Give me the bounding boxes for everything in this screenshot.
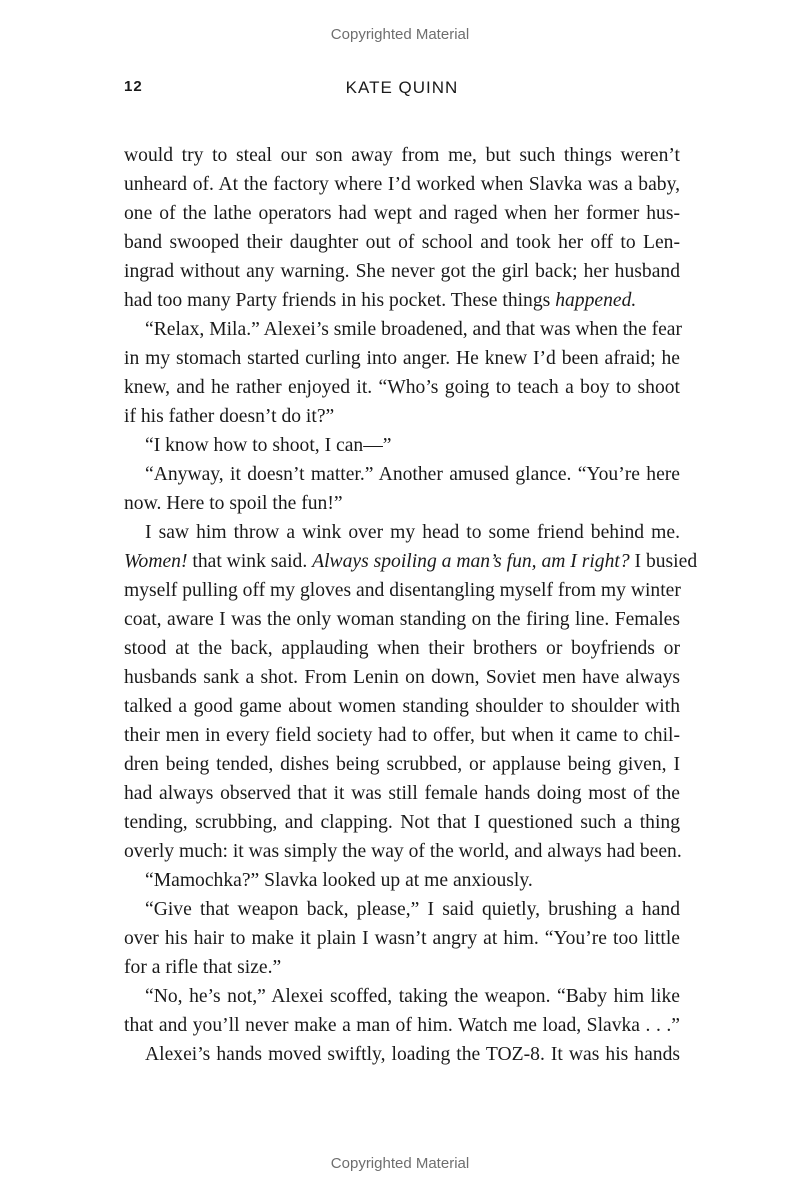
text-line: in my stomach started curling into anger. He knew I’d been afraid; he [124, 348, 680, 369]
paragraph [124, 982, 680, 1040]
text-line: unheard of. At the factory where I’d worked when Slavka was a baby, [124, 174, 680, 195]
emphasis: Always spoiling a man’s fun, am I right? [312, 551, 630, 572]
text-line: their men in every field society had to offer, but when it came to chil- [124, 725, 680, 746]
text-line: “I know how to shoot, I can—” [145, 435, 392, 456]
running-head [124, 78, 680, 102]
text-line: I saw him throw a wink over my head to some friend behind me. [145, 522, 680, 543]
text-run: I busied [629, 551, 698, 572]
paragraph [124, 1040, 680, 1069]
paragraph [124, 315, 683, 431]
emphasis: Women! [124, 551, 188, 572]
copyright-watermark-top: Copyrighted Material [330, 26, 470, 43]
paragraph [124, 460, 680, 518]
text-line: for a rifle that size.” [124, 957, 282, 978]
text-line: ingrad without any warning. She never got the girl back; her husband [124, 261, 680, 282]
text-line: “Anyway, it doesn’t matter.” Another amused glance. “You’re here [145, 464, 680, 485]
text-line: “Relax, Mila.” Alexei’s smile broadened, and that was when the fear [145, 319, 683, 340]
copyright-watermark-bottom: Copyrighted Material [330, 1155, 470, 1172]
text-run: had too many Party friends in his pocket. These things [124, 290, 556, 311]
text-line: “No, he’s not,” Alexei scoffed, taking the weapon. “Baby him like [145, 986, 680, 1007]
text-line: had always observed that it was still female hands doing most of the [124, 783, 680, 804]
body-text [124, 141, 698, 1069]
text-line: “Mamochka?” Slavka looked up at me anxiously. [145, 870, 533, 891]
paragraph [124, 866, 680, 895]
text-line: coat, aware I was the only woman standing on the firing line. Females [124, 609, 680, 630]
text-line: band swooped their daughter out of school and took her off to Len- [124, 232, 680, 253]
text-line: talked a good game about women standing shoulder to shoulder with [124, 696, 680, 717]
text-line: stood at the back, applauding when their brothers or boyfriends or [124, 638, 680, 659]
text-line: if his father doesn’t do it?” [124, 406, 335, 427]
paragraph [124, 895, 680, 982]
text-line [124, 547, 698, 576]
text-run: that wink said. [187, 551, 313, 572]
text-line: knew, and he rather enjoyed it. “Who’s going to teach a boy to shoot [124, 377, 680, 398]
text-line: would try to steal our son away from me, but such things weren’t [124, 145, 680, 166]
text-line: over his hair to make it plain I wasn’t angry at him. “You’re too little [124, 928, 680, 949]
text-line: overly much: it was simply the way of the world, and always had been. [124, 841, 682, 862]
paragraph [124, 431, 680, 460]
text-line: Alexei’s hands moved swiftly, loading the TOZ-8. It was his hands [145, 1044, 680, 1065]
paragraph [124, 518, 698, 866]
text-line: “Give that weapon back, please,” I said quietly, brushing a hand [145, 899, 680, 920]
paragraph [124, 141, 680, 315]
text-line: dren being tended, dishes being scrubbed, or applause being given, I [124, 754, 680, 775]
text-line: husbands sank a shot. From Lenin on down, Soviet men have always [124, 667, 680, 688]
emphasis: happened. [555, 290, 637, 311]
text-line: myself pulling off my gloves and disentangling myself from my winter [124, 580, 681, 601]
text-line: one of the lathe operators had wept and raged when her former hus- [124, 203, 680, 224]
author-name: KATE QUINN [345, 78, 459, 97]
text-line: that and you’ll never make a man of him. Watch me load, Slavka . . .” [124, 1015, 680, 1036]
text-line: tending, scrubbing, and clapping. Not that I questioned such a thing [124, 812, 680, 833]
text-line [124, 286, 680, 315]
page-number: 12 [124, 78, 143, 95]
text-line: now. Here to spoil the fun!” [124, 493, 343, 514]
